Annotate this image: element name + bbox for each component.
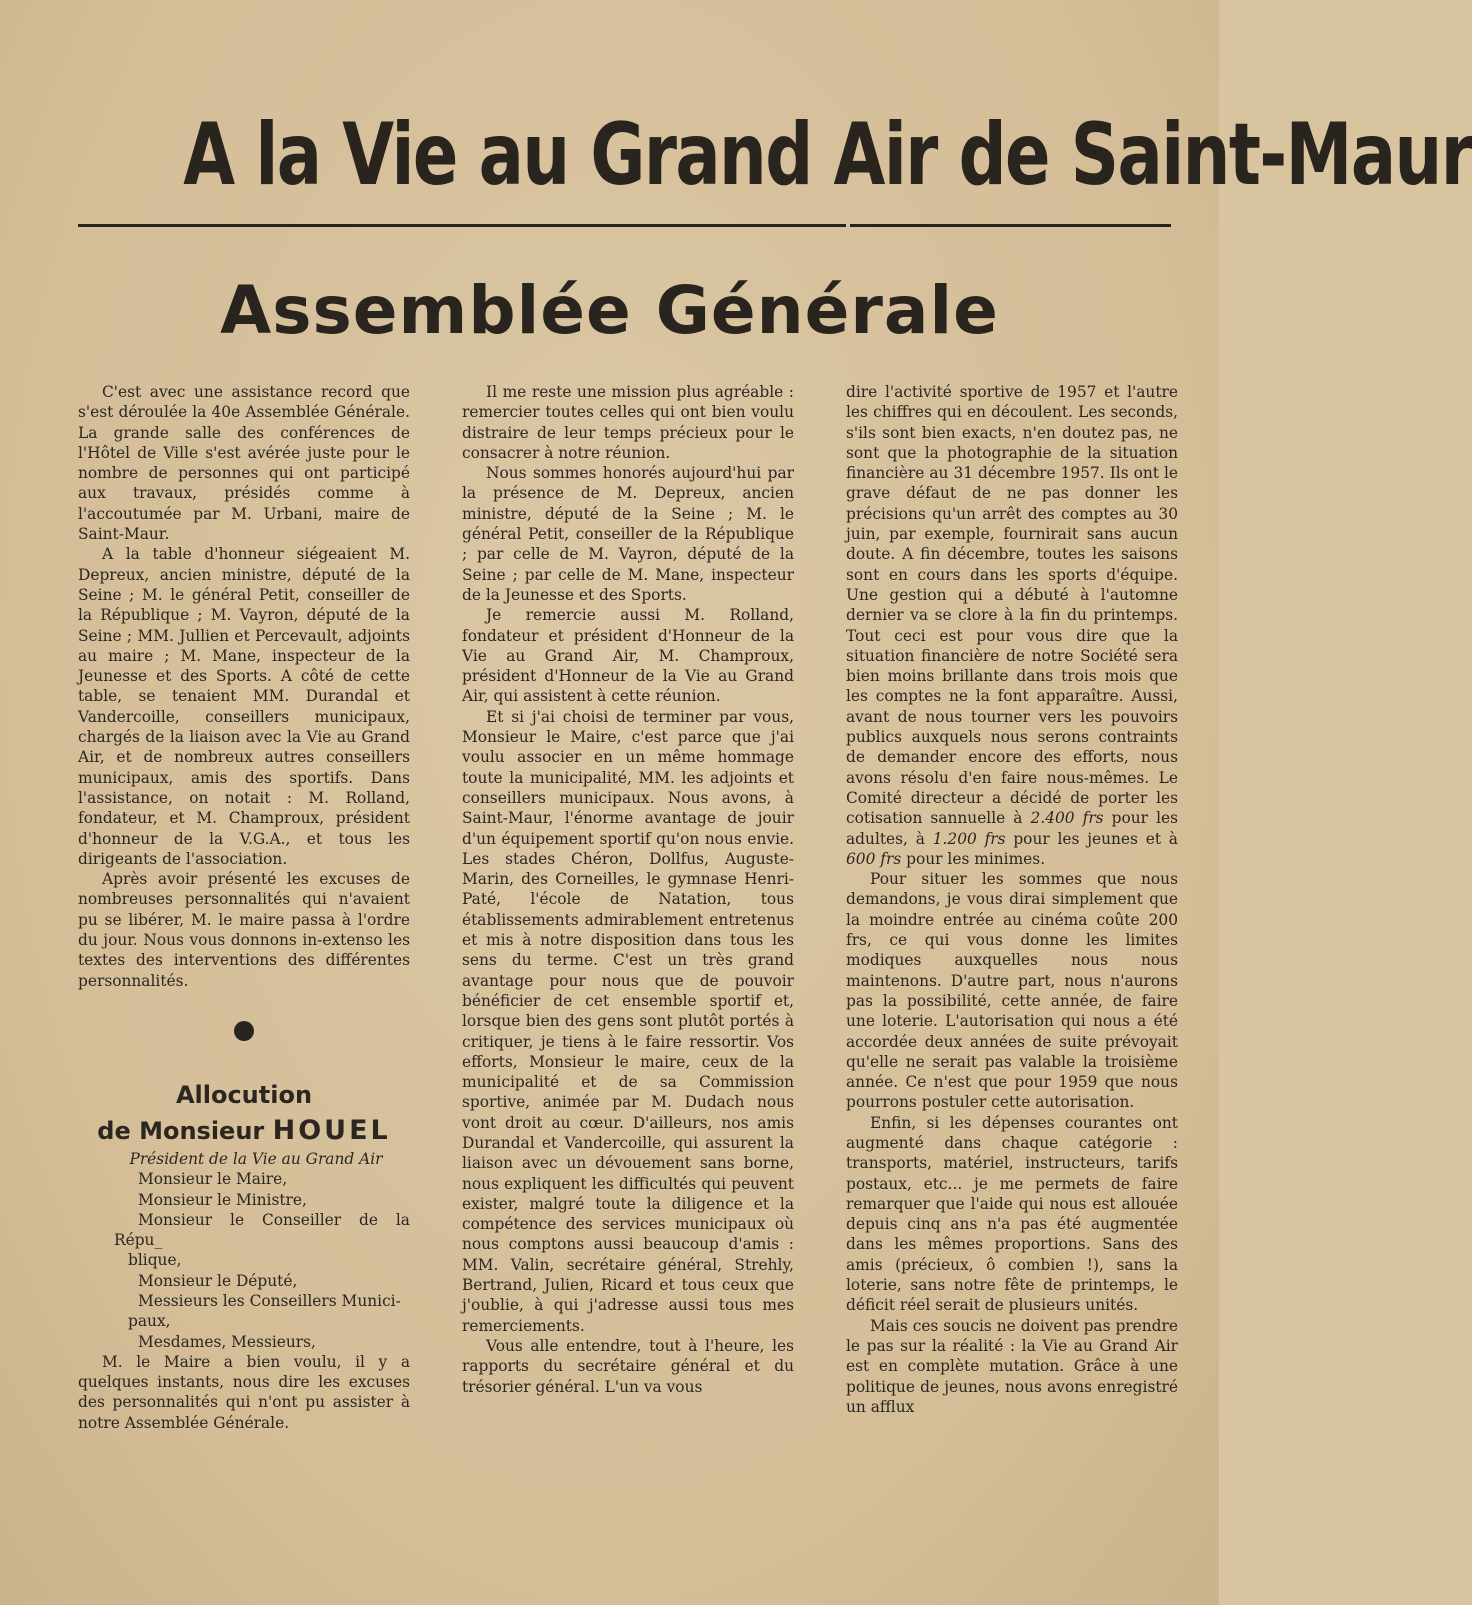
speech-title-line1: Allocution [175,1080,313,1109]
paragraph: A la table d'honneur siégeaient M. Depreux, ancien ministre, député de la Seine ; M. le général Petit, conseiller de la République ; M. Vayron, député de la Seine ; MM. Jullien et Percevault, adjoints au maire ; M. Mane, inspecteur de la Jeunesse et des Sports. A côté de cette table, se tenaient MM. Durandal et Vandercoille, conseillers municipaux, chargés de la liaison avec la Vie au Grand Air, et de nombreux autres conseillers municipaux, amis des sportifs. Dans l'assistance, on notait : M. Rolland, fondateur, et M. Champroux, président d'honneur de la V.G.A., et tous les dirigeants de l'association. [78,545,410,868]
youth-fee: 1.200 frs [932,829,1006,848]
salutation: Monsieur le Maire, [138,1170,288,1189]
speech-title-name: HOUEL [272,1114,391,1146]
salutation: Monsieur le Conseiller de la Répu_ blique, [114,1210,410,1270]
paragraph: Nous sommes honorés aujourd'hui par la présence de M. Depreux, ancien ministre, député de la Seine ; M. le général Petit, conseiller de la République ; par celle de M. Vayron, député de la Seine ; par celle de M. Mane, inspecteur de la Jeunesse et des Sports. [462,464,794,604]
speech-title-line2 [78,1113,410,1149]
masthead-title: A la Vie au Grand Air de Saint-Maur [183,105,1472,205]
salutation: Mesdames, Messieurs, [138,1332,316,1351]
salutation: Monsieur le Ministre, [138,1190,307,1209]
paragraph: Après avoir présenté les excuses de nombreuses personnalités qui n'avaient pu se libérer, M. le maire passa à l'ordre du jour. Nous vous donnons in-extenso les textes des interventions des différentes personnalités. [78,870,410,990]
paragraph: M. le Maire a bien voulu, il y a quelques instants, nous dire les excuses des personnalités qui n'ont pu assister à notre Assemblée Générale. [78,1352,410,1432]
paragraph: C'est avec une assistance record que s'est déroulée la 40e Assemblée Générale. La grande salle des conférences de l'Hôtel de Ville s'est avérée juste pour le nombre de personnes qui ont participé aux travaux, présidés comme à l'accoutumée par M. Urbani, maire de Saint-Maur. [78,383,410,544]
masthead-rule-right [850,224,1171,227]
speech-title-prefix: de Monsieur [97,1116,265,1145]
column-2 [462,382,794,1397]
masthead-rule-left [78,224,846,227]
paragraph: Et si j'ai choisi de terminer par vous, Monsieur le Maire, c'est parce que j'ai voulu associer en un même hommage toute la municipalité, MM. les adjoints et conseillers municipaux. Nous avons, à Saint-Maur, l'énorme avantage de jouir d'un équipement sportif qu'on nous envie. Les stades Chéron, Dollfus, Auguste-Marin, des Corneilles, le gymnase Henri-Paté, l'école de Natation, tous établissements admirablement entretenus et mis à notre disposition dans tous les sens du terme. C'est un très grand avantage pour nous que de pouvoir bénéficier de cet ensemble sportif et, lorsque bien des gens sont plutôt portés à critiquer, je tiens à le faire ressortir. Vos efforts, Monsieur le maire, ceux de la municipalité et de sa Commission sportive, animée par M. Dudach nous vont droit au cœur. D'ailleurs, nos amis Durandal et Vandercoille, qui assurent la liaison avec un dévouement sans borne, nous expliquent les difficultés qui peuvent exister, malgré toute la diligence et la compétence des services municipaux où nous comptons aussi beaucoup d'amis : MM. Valin, secrétaire général, Strehly, Bertrand, Julien, Ricard et tous ceux que j'oublie, à qui j'adresse aussi tous mes remerciements. [462,707,794,1335]
salutation: Monsieur le Député, [138,1271,298,1290]
paragraph: Mais ces soucis ne doivent pas prendre le pas sur la réalité : la Vie au Grand Air est en complète mutation. Grâce à une politique de jeunes, nous avons enregistré un afflux [846,1316,1178,1416]
paragraph: Enfin, si les dépenses courantes ont augmenté dans chaque catégorie : transports, matériel, instructeurs, tarifs postaux, etc... je me permets de faire remarquer que l'aide qui nous est allouée depuis cinq ans n'a pas été augmentée dans les mêmes proportions. Sans des amis (précieux, ô combien !), sans la loterie, sans notre fête de printemps, le déficit réel serait de plusieurs unités. [846,1113,1178,1315]
minor-fee: 600 frs [846,849,902,868]
paragraph: Je remercie aussi M. Rolland, fondateur et président d'Honneur de la Vie au Grand Air, M. Champroux, président d'Honneur de la Vie au Grand Air, qui assistent à cette réunion. [462,606,794,706]
column-3 [846,382,1178,1417]
adult-fee: 2.400 frs [1030,809,1104,828]
paragraph: Pour situer les sommes que nous demandons, je vous dirai simplement que la moindre entrée au cinéma coûte 200 frs, ce qui vous donne les limites modiques auxquelles nous nous maintenons. D'autre part, nous n'aurons pas la possibilité, cette année, de faire une loterie. L'autorisation qui nous a été accordée deux années de suite prévoyait qu'elle ne serait pas valable la troisième année. Ce n'est que pour 1959 que nous pourrons postuler cette autorisation. [846,870,1178,1112]
paragraph: dire l'activité sportive de 1957 et l'autre les chiffres qui en découlent. Les seconds, s'ils sont bien exacts, n'en doutez pas, ne sont que la photographie de la situation financière au 31 décembre 1957. Ils ont le grave défaut de ne pas donner les précisions qu'un arrêt des comptes au 30 juin, par exemple, fournirait sans aucun doute. A fin décembre, toutes les saisons sont en cours dans les sports d'équipe. Une gestion qui a débuté à l'automne dernier va se clore à la fin du printemps. Tout ceci est pour vous dire que la situation financière de notre Société sera bien moins brillante dans trois mois que les comptes ne la font apparaître. Aussi, avant de nous tourner vers les pouvoirs publics auxquels nous serons contraints de demander encore des efforts, nous avons résolu d'en faire nous-mêmes. Le Comité directeur a décidé de porter les cotisation sannuelle à 2.400 frs pour les adultes, à 1.200 frs pour les jeunes et à 600 frs pour les minimes. [846,383,1178,868]
article-headline: Assemblée Générale [220,272,999,349]
paragraph: Vous alle entendre, tout à l'heure, les rapports du secrétaire général et du trésorier général. L'un va vous [462,1336,794,1396]
salutation: Messieurs les Conseillers Munici- paux, [128,1291,401,1331]
speech-title [78,1077,410,1149]
speech-role: Président de la Vie au Grand Air [129,1149,383,1168]
paragraph: Il me reste une mission plus agréable : remercier toutes celles qui ont bien voulu distraire de leur temps précieux pour le consacrer à notre réunion. [462,383,794,462]
section-bullet-icon [234,1021,254,1041]
column-1 [78,382,410,1433]
